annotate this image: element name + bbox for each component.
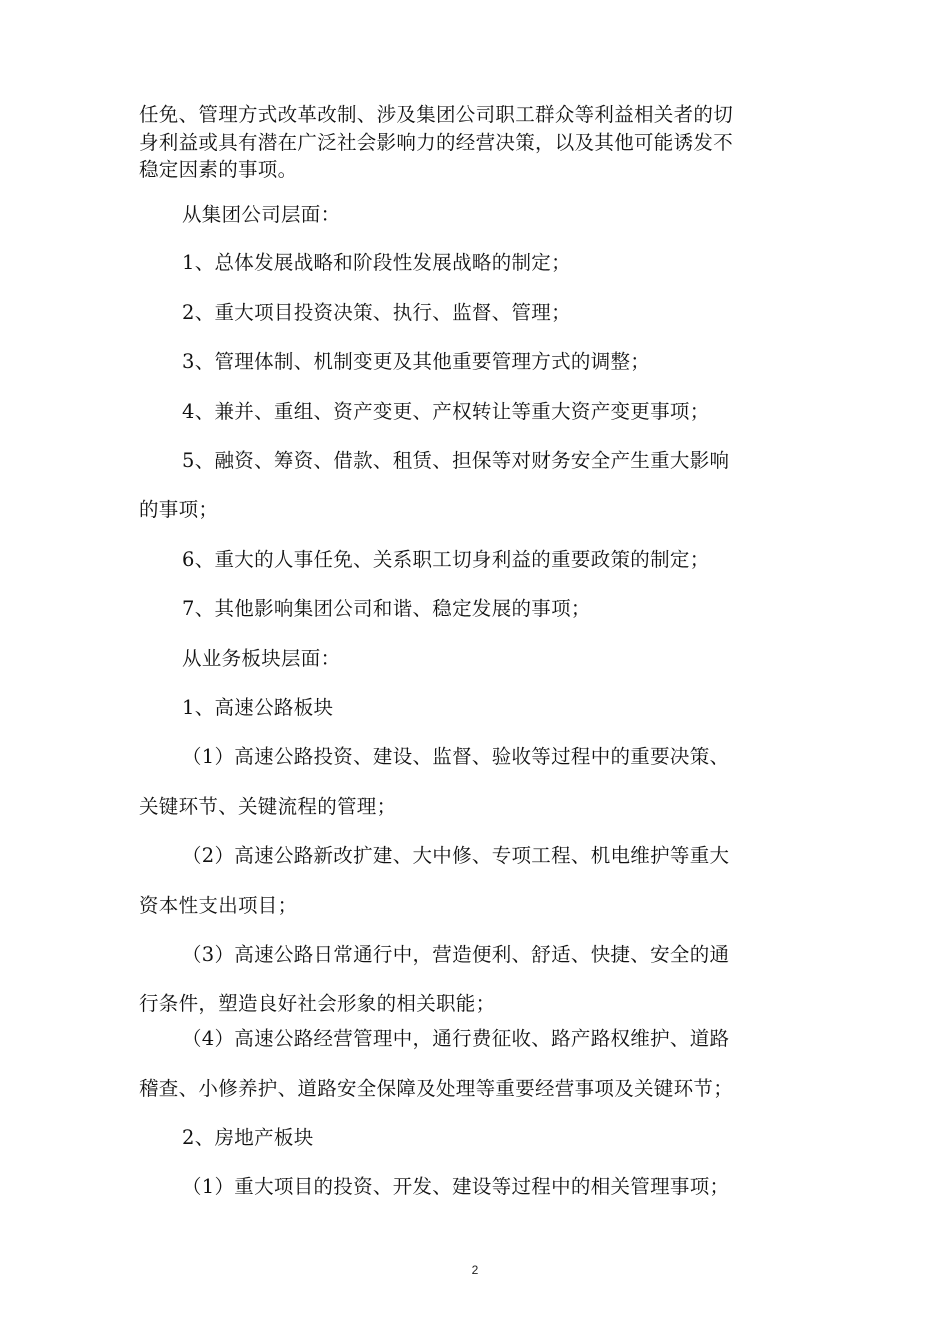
highway-item-continuation: 行条件，塑造良好社会形象的相关职能； [139, 992, 496, 1015]
realestate-heading: 2、房地产板块 [182, 1126, 314, 1149]
group-item: 3、管理体制、机制变更及其他重要管理方式的调整； [182, 350, 651, 373]
group-item-continuation: 的事项； [139, 498, 219, 521]
highway-item: （1）高速公路投资、建设、监督、验收等过程中的重要决策、 [182, 745, 730, 768]
highway-item: （4）高速公路经营管理中，通行费征收、路产路权维护、道路 [182, 1027, 730, 1050]
group-item: 4、兼并、重组、资产变更、产权转让等重大资产变更事项； [182, 400, 710, 423]
group-item: 1、总体发展战略和阶段性发展战略的制定； [182, 251, 571, 274]
page-number: 2 [471, 1263, 479, 1277]
group-item: 7、其他影响集团公司和谐、稳定发展的事项； [182, 597, 591, 620]
highway-heading: 1、高速公路板块 [182, 696, 334, 719]
intro-line: 身利益或具有潜在广泛社会影响力的经营决策，以及其他可能诱发不 [139, 131, 734, 154]
highway-item-continuation: 关键环节、关键流程的管理； [139, 795, 397, 818]
intro-line: 任免、管理方式改革改制、涉及集团公司职工群众等利益相关者的切 [139, 103, 734, 126]
realestate-item: （1）重大项目的投资、开发、建设等过程中的相关管理事项； [182, 1175, 730, 1198]
highway-item-continuation: 稽查、小修养护、道路安全保障及处理等重要经营事项及关键环节； [139, 1077, 734, 1100]
group-item: 5、融资、筹资、借款、租赁、担保等对财务安全产生重大影响 [182, 449, 730, 472]
highway-item: （2）高速公路新改扩建、大中修、专项工程、机电维护等重大 [182, 844, 730, 867]
highway-item-continuation: 资本性支出项目； [139, 894, 298, 917]
highway-item: （3）高速公路日常通行中，营造便利、舒适、快捷、安全的通 [182, 943, 730, 966]
business-heading: 从业务板块层面： [182, 647, 341, 670]
group-item: 2、重大项目投资决策、执行、监督、管理； [182, 301, 571, 324]
group-item: 6、重大的人事任免、关系职工切身利益的重要政策的制定； [182, 548, 710, 571]
intro-line: 稳定因素的事项。 [139, 158, 298, 181]
group-heading: 从集团公司层面： [182, 203, 341, 226]
